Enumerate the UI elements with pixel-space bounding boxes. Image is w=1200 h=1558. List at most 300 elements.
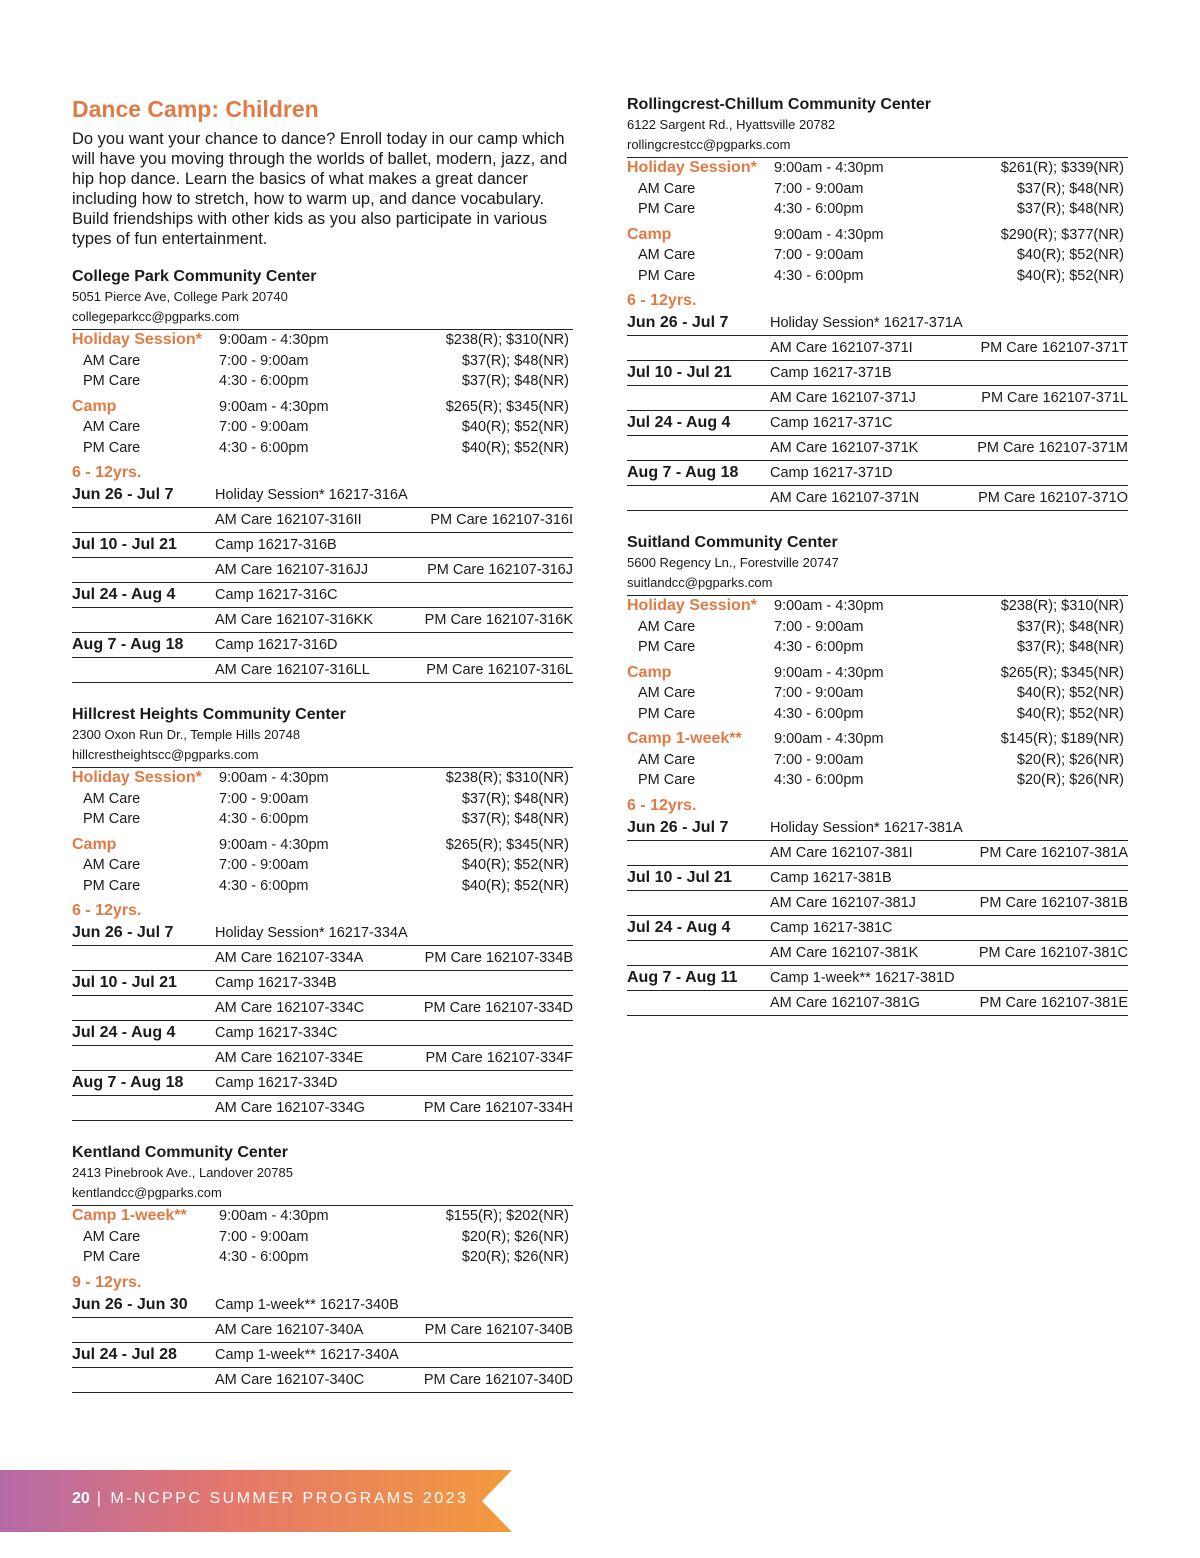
- pm-care-code: PM Care 162107-371O: [978, 490, 1128, 506]
- care-spacer: [72, 1318, 215, 1342]
- session-row: [72, 633, 573, 658]
- center-email: kentlandcc@pgparks.com: [72, 1185, 222, 1200]
- care-row: [72, 508, 573, 532]
- pm-care-code: PM Care 162107-381C: [978, 944, 1128, 961]
- session-dates: Aug 7 - Aug 18: [627, 464, 739, 481]
- care-row: [72, 558, 573, 582]
- fee-care-label: AM Care: [83, 857, 141, 873]
- am-care-code: AM Care 162107-334A: [215, 950, 364, 966]
- fee-time: 9:00am - 4:30pm: [774, 664, 884, 681]
- fee-row: [627, 770, 1128, 791]
- pm-care-code: PM Care 162107-316L: [426, 662, 573, 678]
- fee-price: $145(R); $189(NR): [1000, 731, 1124, 747]
- care-spacer: [72, 946, 215, 970]
- fee-row: [627, 729, 1128, 750]
- session-code: Holiday Session* 16217-371A: [770, 315, 963, 331]
- session-block: [627, 311, 1128, 361]
- center-address: 6122 Sargent Rd., Hyattsville 20782: [627, 117, 836, 132]
- am-care-code: AM Care 162107-316KK: [215, 612, 373, 628]
- center-name: Rollingcrest-Chillum Community Center: [627, 96, 932, 113]
- care-row: [72, 1096, 573, 1120]
- session-block: [72, 483, 573, 533]
- fee-care-label: AM Care: [638, 685, 696, 701]
- session-code: Camp 16217-371D: [770, 465, 893, 481]
- care-spacer: [627, 336, 770, 360]
- fee-care-label: AM Care: [83, 1228, 141, 1245]
- fee-category: Holiday Session*: [72, 331, 202, 348]
- session-dates: Jul 24 - Aug 4: [72, 586, 176, 603]
- fee-price: $265(R); $345(NR): [445, 836, 569, 853]
- fee-care-label: AM Care: [638, 618, 696, 635]
- session-block: [627, 361, 1128, 411]
- session-code: Camp 1-week** 16217-381D: [770, 969, 955, 986]
- care-row: [72, 658, 573, 682]
- fee-price: $37(R); $48(NR): [1016, 618, 1124, 635]
- fee-price: $40(R); $52(NR): [461, 439, 569, 456]
- fee-time: 9:00am - 4:30pm: [219, 1208, 329, 1224]
- right-column: [627, 95, 1128, 1038]
- session-dates: Jun 26 - Jul 7: [627, 818, 729, 836]
- am-care-code: AM Care 162107-381G: [770, 994, 920, 1011]
- fee-row: [72, 351, 573, 372]
- care-row: [72, 1368, 573, 1392]
- fee-time: 4:30 - 6:00pm: [774, 705, 864, 722]
- care-row: [72, 1046, 573, 1070]
- session-row: [72, 533, 573, 558]
- fee-care-label: PM Care: [83, 877, 141, 894]
- fee-care-label: PM Care: [638, 639, 696, 655]
- session-block: [72, 921, 573, 971]
- care-row: [627, 841, 1128, 865]
- fee-row: [72, 1227, 573, 1248]
- fee-care-label: AM Care: [638, 751, 696, 768]
- fee-time: 9:00am - 4:30pm: [219, 770, 329, 786]
- session-code: Camp 16217-371C: [770, 415, 893, 431]
- care-row: [627, 991, 1128, 1015]
- session-block: [627, 816, 1128, 866]
- session-block: [72, 1021, 573, 1071]
- center-kentland: [72, 1143, 573, 1393]
- fee-category: Camp: [72, 835, 117, 853]
- session-dates: Jun 26 - Jul 7: [72, 486, 174, 503]
- fee-row: [627, 596, 1128, 617]
- fee-row: [72, 855, 573, 876]
- session-block: [72, 633, 573, 683]
- pm-care-code: PM Care 162107-334H: [423, 1100, 573, 1116]
- care-row: [72, 608, 573, 632]
- footer-title: M-NCPPC SUMMER PROGRAMS 2023: [110, 1490, 469, 1507]
- fee-price: $37(R); $48(NR): [1016, 201, 1124, 217]
- care-spacer: [72, 1368, 215, 1392]
- session-code: Camp 16217-334B: [215, 975, 337, 991]
- session-dates: Jul 24 - Aug 4: [72, 1024, 176, 1041]
- fee-time: 7:00 - 9:00am: [774, 685, 864, 701]
- care-spacer: [72, 558, 215, 582]
- fee-table: [627, 595, 1128, 791]
- center-email: collegeparkcc@pgparks.com: [72, 309, 240, 324]
- age-range: 6 - 12yrs.: [627, 292, 697, 309]
- fee-price: $37(R); $48(NR): [1016, 180, 1124, 197]
- fee-table: [72, 767, 573, 896]
- center-rollingcrest-chillum: [627, 95, 1128, 511]
- fee-price: $37(R); $48(NR): [461, 352, 569, 369]
- fee-category: Camp: [72, 397, 117, 415]
- fee-row: [72, 1247, 573, 1268]
- fee-row: [627, 158, 1128, 179]
- center-name: Suitland Community Center: [627, 534, 838, 551]
- fee-row: [72, 809, 573, 830]
- session-code: Camp 16217-334C: [215, 1025, 338, 1041]
- fee-category: Camp: [627, 225, 672, 243]
- age-range: 6 - 12yrs.: [72, 464, 142, 481]
- fee-price: $40(R); $52(NR): [461, 877, 569, 894]
- session-code: Camp 16217-381B: [770, 869, 892, 886]
- fee-time: 7:00 - 9:00am: [219, 419, 309, 435]
- fee-price: $265(R); $345(NR): [1000, 664, 1124, 681]
- session-code: Camp 16217-316D: [215, 637, 338, 653]
- fee-price: $40(R); $52(NR): [1016, 685, 1124, 701]
- session-dates: Jun 26 - Jun 30: [72, 1295, 188, 1313]
- fee-care-label: AM Care: [83, 419, 141, 435]
- fee-table: [72, 329, 573, 458]
- fee-category: Holiday Session*: [72, 769, 202, 786]
- fee-price: $37(R); $48(NR): [1016, 639, 1124, 655]
- page-footer: [0, 1470, 512, 1532]
- age-range: 6 - 12yrs.: [72, 902, 142, 919]
- fee-care-label: PM Care: [638, 267, 696, 284]
- fee-row: [627, 663, 1128, 684]
- fee-time: 7:00 - 9:00am: [219, 857, 309, 873]
- fee-time: 9:00am - 4:30pm: [219, 332, 329, 348]
- pm-care-code: PM Care 162107-340B: [424, 1321, 573, 1338]
- care-spacer: [627, 941, 770, 965]
- fee-price: $155(R); $202(NR): [445, 1208, 569, 1224]
- session-row: [627, 361, 1128, 386]
- am-care-code: AM Care 162107-316LL: [215, 662, 370, 678]
- fee-price: $265(R); $345(NR): [445, 398, 569, 415]
- pm-care-code: PM Care 162107-371T: [980, 340, 1128, 356]
- fee-time: 7:00 - 9:00am: [219, 1228, 309, 1245]
- page-number: 20: [72, 1490, 90, 1507]
- am-care-code: AM Care 162107-381K: [770, 944, 919, 961]
- page-title: Dance Camp: Children: [72, 96, 319, 122]
- session-code: Holiday Session* 16217-316A: [215, 487, 408, 503]
- session-block: [72, 1293, 573, 1343]
- care-row: [72, 946, 573, 970]
- fee-care-label: PM Care: [83, 1249, 141, 1265]
- fee-time: 9:00am - 4:30pm: [774, 598, 884, 614]
- fee-time: 4:30 - 6:00pm: [219, 439, 309, 456]
- session-row: [72, 971, 573, 996]
- fee-row: [72, 835, 573, 856]
- fee-time: 4:30 - 6:00pm: [774, 639, 864, 655]
- fee-care-label: AM Care: [83, 790, 141, 807]
- fee-row: [72, 371, 573, 392]
- fee-row: [627, 199, 1128, 220]
- fee-row: [72, 417, 573, 438]
- session-row: [627, 916, 1128, 941]
- fee-time: 4:30 - 6:00pm: [774, 201, 864, 217]
- session-dates: Jul 24 - Aug 4: [627, 918, 731, 936]
- session-block: [72, 533, 573, 583]
- center-address: 2413 Pinebrook Ave., Landover 20785: [72, 1165, 293, 1180]
- session-block: [627, 866, 1128, 916]
- fee-category: Holiday Session*: [627, 159, 757, 176]
- fee-row: [72, 438, 573, 459]
- session-row: [627, 461, 1128, 486]
- age-range: 6 - 12yrs.: [627, 796, 697, 814]
- session-block: [627, 966, 1128, 1016]
- fee-time: 4:30 - 6:00pm: [219, 877, 309, 894]
- center-suitland: [627, 533, 1128, 1016]
- fee-row: [72, 330, 573, 351]
- fee-price: $238(R); $310(NR): [445, 770, 569, 786]
- session-code: Camp 1-week** 16217-340B: [215, 1296, 399, 1313]
- fee-price: $20(R); $26(NR): [1016, 751, 1124, 768]
- session-block: [72, 583, 573, 633]
- fee-category: Camp 1-week**: [72, 1207, 187, 1224]
- care-spacer: [627, 841, 770, 865]
- session-row: [627, 816, 1128, 841]
- fee-row: [72, 397, 573, 418]
- fee-time: 4:30 - 6:00pm: [219, 373, 309, 389]
- am-care-code: AM Care 162107-334G: [215, 1100, 365, 1116]
- session-code: Holiday Session* 16217-334A: [215, 925, 408, 941]
- fee-row: [627, 683, 1128, 704]
- session-row: [72, 483, 573, 508]
- session-dates: Aug 7 - Aug 11: [627, 968, 738, 986]
- center-name: Kentland Community Center: [72, 1144, 289, 1161]
- pm-care-code: PM Care 162107-334D: [423, 1000, 573, 1016]
- fee-care-label: PM Care: [638, 772, 696, 788]
- fee-time: 9:00am - 4:30pm: [219, 836, 329, 853]
- fee-care-label: AM Care: [638, 180, 696, 197]
- fee-time: 7:00 - 9:00am: [774, 618, 864, 635]
- session-block: [72, 1071, 573, 1121]
- left-column: [72, 95, 573, 1415]
- am-care-code: AM Care 162107-371I: [770, 340, 913, 356]
- fee-row: [72, 768, 573, 789]
- session-row: [72, 1343, 573, 1368]
- session-row: [72, 1021, 573, 1046]
- care-spacer: [72, 508, 215, 532]
- fee-row: [627, 245, 1128, 266]
- fee-price: $261(R); $339(NR): [1000, 160, 1124, 176]
- session-code: Camp 16217-371B: [770, 365, 892, 381]
- fee-price: $238(R); $310(NR): [445, 332, 569, 348]
- fee-row: [72, 789, 573, 810]
- am-care-code: AM Care 162107-371K: [770, 440, 919, 456]
- session-dates: Jun 26 - Jul 7: [627, 314, 729, 331]
- center-name: College Park Community Center: [72, 268, 317, 285]
- fee-row: [627, 637, 1128, 658]
- session-dates: Jul 24 - Aug 4: [627, 414, 731, 431]
- am-care-code: AM Care 162107-371J: [770, 390, 916, 406]
- session-block: [627, 461, 1128, 511]
- fee-time: 4:30 - 6:00pm: [219, 811, 309, 827]
- care-row: [627, 386, 1128, 410]
- fee-time: 4:30 - 6:00pm: [219, 1249, 309, 1265]
- fee-time: 7:00 - 9:00am: [774, 180, 864, 197]
- pm-care-code: PM Care 162107-316I: [430, 512, 573, 528]
- am-care-code: AM Care 162107-381J: [770, 894, 916, 911]
- fee-price: $290(R); $377(NR): [1000, 226, 1124, 243]
- fee-price: $37(R); $48(NR): [461, 790, 569, 807]
- fee-row: [627, 225, 1128, 246]
- am-care-code: AM Care 162107-334E: [215, 1050, 364, 1066]
- care-row: [627, 336, 1128, 360]
- care-row: [627, 486, 1128, 510]
- fee-price: $238(R); $310(NR): [1000, 598, 1124, 614]
- fee-price: $40(R); $52(NR): [1016, 705, 1124, 722]
- age-range: 9 - 12yrs.: [72, 1273, 142, 1291]
- session-block: [72, 971, 573, 1021]
- fee-price: $40(R); $52(NR): [461, 419, 569, 435]
- center-hillcrest-heights: [72, 705, 573, 1121]
- fee-table: [627, 157, 1128, 286]
- session-row: [627, 866, 1128, 891]
- care-spacer: [627, 486, 770, 510]
- care-spacer: [627, 436, 770, 460]
- pm-care-code: PM Care 162107-381E: [979, 994, 1128, 1011]
- pm-care-code: PM Care 162107-316K: [424, 612, 573, 628]
- fee-time: 9:00am - 4:30pm: [219, 398, 329, 415]
- care-spacer: [72, 1046, 215, 1070]
- center-college-park: [72, 267, 573, 683]
- fee-price: $37(R); $48(NR): [461, 373, 569, 389]
- pm-care-code: PM Care 162107-371M: [977, 440, 1128, 456]
- fee-row: [627, 179, 1128, 200]
- pm-care-code: PM Care 162107-334B: [424, 950, 573, 966]
- session-block: [72, 1343, 573, 1393]
- care-spacer: [627, 991, 770, 1015]
- fee-row: [72, 1206, 573, 1227]
- session-code: Camp 16217-316C: [215, 587, 338, 603]
- fee-row: [627, 617, 1128, 638]
- fee-care-label: PM Care: [638, 201, 696, 217]
- fee-category: Holiday Session*: [627, 597, 757, 614]
- care-row: [627, 941, 1128, 965]
- am-care-code: AM Care 162107-340C: [215, 1371, 365, 1388]
- pm-care-code: PM Care 162107-340D: [423, 1371, 573, 1388]
- center-name: Hillcrest Heights Community Center: [72, 706, 346, 723]
- session-block: [627, 916, 1128, 966]
- session-dates: Aug 7 - Aug 18: [72, 1074, 184, 1091]
- fee-time: 7:00 - 9:00am: [774, 751, 864, 768]
- care-row: [72, 996, 573, 1020]
- session-dates: Aug 7 - Aug 18: [72, 636, 184, 653]
- care-spacer: [72, 608, 215, 632]
- fee-price: $37(R); $48(NR): [461, 811, 569, 827]
- session-dates: Jul 24 - Jul 28: [72, 1345, 177, 1363]
- center-email: suitlandcc@pgparks.com: [627, 575, 773, 590]
- session-code: Camp 16217-381C: [770, 919, 893, 936]
- fee-row: [72, 876, 573, 897]
- session-row: [627, 311, 1128, 336]
- am-care-code: AM Care 162107-340A: [215, 1321, 364, 1338]
- fee-time: 9:00am - 4:30pm: [774, 731, 884, 747]
- center-address: 2300 Oxon Run Dr., Temple Hills 20748: [72, 727, 301, 742]
- session-code: Camp 16217-316B: [215, 537, 337, 553]
- session-dates: Jul 10 - Jul 21: [72, 974, 177, 991]
- session-dates: Jun 26 - Jul 7: [72, 924, 174, 941]
- care-spacer: [627, 891, 770, 915]
- fee-care-label: AM Care: [638, 247, 696, 263]
- pm-care-code: PM Care 162107-381B: [979, 894, 1128, 911]
- fee-price: $40(R); $52(NR): [1016, 267, 1124, 284]
- center-address: 5051 Pierce Ave, College Park 20740: [72, 289, 288, 304]
- fee-time: 9:00am - 4:30pm: [774, 226, 884, 243]
- fee-care-label: PM Care: [638, 705, 696, 722]
- care-spacer: [72, 996, 215, 1020]
- fee-category: Camp: [627, 663, 672, 681]
- session-row: [72, 583, 573, 608]
- fee-price: $40(R); $52(NR): [461, 857, 569, 873]
- footer-text: [72, 1490, 468, 1508]
- care-spacer: [627, 386, 770, 410]
- care-spacer: [72, 1096, 215, 1120]
- center-address: 5600 Regency Ln., Forestville 20747: [627, 555, 839, 570]
- fee-time: 7:00 - 9:00am: [774, 247, 864, 263]
- session-row: [72, 921, 573, 946]
- fee-price: $20(R); $26(NR): [1016, 772, 1124, 788]
- center-email: rollingcrestcc@pgparks.com: [627, 137, 791, 152]
- care-row: [627, 436, 1128, 460]
- fee-price: $20(R); $26(NR): [461, 1249, 569, 1265]
- am-care-code: AM Care 162107-316II: [215, 512, 362, 528]
- fee-row: [627, 704, 1128, 725]
- session-code: Holiday Session* 16217-381A: [770, 819, 963, 836]
- fee-care-label: PM Care: [83, 439, 141, 456]
- fee-time: 7:00 - 9:00am: [219, 352, 309, 369]
- am-care-code: AM Care 162107-371N: [770, 490, 920, 506]
- fee-time: 9:00am - 4:30pm: [774, 160, 884, 176]
- session-row: [627, 411, 1128, 436]
- session-row: [627, 966, 1128, 991]
- fee-row: [627, 266, 1128, 287]
- care-row: [627, 891, 1128, 915]
- fee-price: $20(R); $26(NR): [461, 1228, 569, 1245]
- am-care-code: AM Care 162107-381I: [770, 844, 913, 861]
- footer-separator: |: [96, 1490, 104, 1507]
- care-spacer: [72, 658, 215, 682]
- fee-time: 4:30 - 6:00pm: [774, 267, 864, 284]
- pm-care-code: PM Care 162107-334F: [425, 1050, 573, 1066]
- session-row: [72, 1293, 573, 1318]
- am-care-code: AM Care 162107-316JJ: [215, 562, 369, 578]
- session-row: [72, 1071, 573, 1096]
- fee-time: 4:30 - 6:00pm: [774, 772, 864, 788]
- fee-category: Camp 1-week**: [627, 730, 742, 747]
- center-email: hillcrestheightscc@pgparks.com: [72, 747, 259, 762]
- session-dates: Jul 10 - Jul 21: [72, 536, 177, 553]
- fee-care-label: PM Care: [83, 373, 141, 389]
- pm-care-code: PM Care 162107-371L: [981, 390, 1128, 406]
- fee-row: [627, 750, 1128, 771]
- fee-price: $40(R); $52(NR): [1016, 247, 1124, 263]
- pm-care-code: PM Care 162107-381A: [979, 844, 1128, 861]
- fee-time: 7:00 - 9:00am: [219, 790, 309, 807]
- care-row: [72, 1318, 573, 1342]
- fee-care-label: AM Care: [83, 352, 141, 369]
- session-block: [627, 411, 1128, 461]
- session-code: Camp 16217-334D: [215, 1075, 338, 1091]
- fee-table: [72, 1205, 573, 1268]
- intro-paragraph: Do you want your chance to dance? Enroll today in our camp which will have you moving through the worlds of ballet, modern, jazz, and hip hop dance. Learn the basics of what makes a great dancer including how to stretch, how to warm up, and dance vocabulary. Build friendships with other kids as you also participate in various types of fun entertainment.: [72, 130, 568, 248]
- fee-care-label: PM Care: [83, 811, 141, 827]
- am-care-code: AM Care 162107-334C: [215, 1000, 365, 1016]
- pm-care-code: PM Care 162107-316J: [427, 562, 573, 578]
